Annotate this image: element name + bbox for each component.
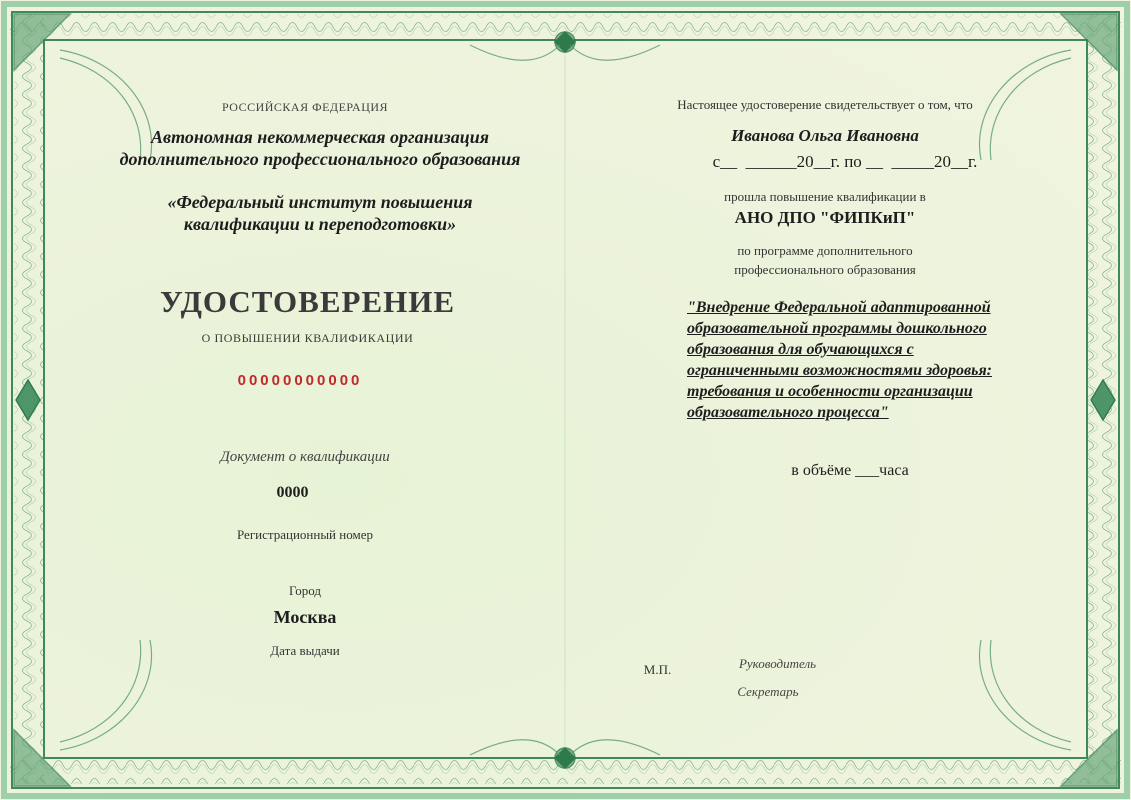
program-intro-line-2: профессионального образования	[734, 262, 916, 277]
secretary-signature-label: Секретарь	[737, 684, 799, 699]
head-signature-label: Руководитель	[738, 656, 817, 671]
program-title-line: требования и особенности организации	[687, 383, 973, 400]
program-title	[687, 297, 1072, 423]
organization-short-name: АНО ДПО "ФИПКиП"	[734, 208, 916, 227]
document-subtitle: О ПОВЫШЕНИИ КВАЛИФИКАЦИИ	[201, 331, 414, 345]
program-title-line: образовательного процесса"	[687, 404, 889, 421]
country-label: РОССИЙСКАЯ ФЕДЕРАЦИЯ	[221, 100, 389, 114]
organization-line-2: дополнительного профессионального образования	[119, 149, 521, 169]
program-title-line: ограниченными возможностями здоровья:	[687, 362, 993, 379]
holder-name: Иванова Ольга Ивановна	[731, 126, 919, 145]
program-intro-line-1: по программе дополнительного	[737, 243, 913, 258]
document-kind-label: Документ о квалификации	[220, 449, 390, 465]
certificate-intro: Настоящее удостоверение свидетельствует о том, что	[677, 97, 973, 112]
serial-number: 00000000000	[237, 372, 363, 389]
stamp-place-label: М.П.	[643, 662, 672, 677]
registration-number-label: Регистрационный номер	[237, 527, 373, 542]
program-intro	[680, 241, 970, 279]
completed-label: прошла повышение квалификации в	[724, 189, 926, 204]
city-value: Москва	[273, 607, 337, 627]
document-title: УДОСТОВЕРЕНИЕ	[159, 284, 456, 319]
study-period: с__ ______20__г. по __ _____20__г.	[712, 152, 978, 171]
study-volume: в объёме ___часа	[791, 462, 909, 479]
institute-line-1: «Федеральный институт повышения	[167, 192, 473, 212]
program-title-line: образования для обучающихся с	[687, 341, 914, 358]
issue-date-label: Дата выдачи	[270, 643, 340, 658]
institute-name	[100, 191, 540, 235]
registration-number-value: 0000	[276, 484, 309, 501]
program-title-line: "Внедрение Федеральной адаптированной	[687, 299, 991, 316]
organization-line-1: Автономная некоммерческая организация	[151, 127, 489, 147]
city-label: Город	[288, 583, 322, 598]
institute-line-2: квалификации и переподготовки»	[183, 214, 457, 234]
program-title-line: образовательной программы дошкольного	[687, 320, 987, 337]
organization-name	[70, 126, 570, 170]
